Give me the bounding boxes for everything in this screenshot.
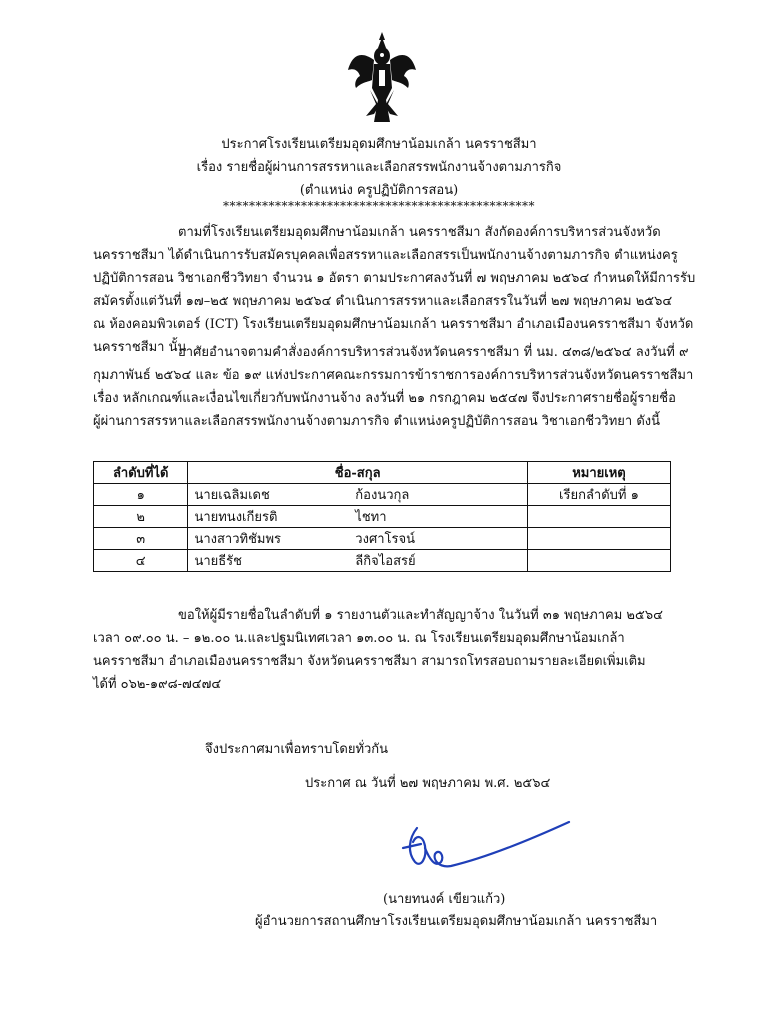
table-row: [94, 528, 671, 550]
header-note: หมายเหตุ: [527, 462, 670, 484]
table-row: [94, 484, 671, 506]
cell-last-name: ลีกิจไอสรย์: [349, 550, 527, 572]
announcement-title: ประกาศโรงเรียนเตรียมอุดมศึกษาน้อมเกล้า นครราชสีมา: [221, 137, 537, 152]
paragraph-instructions: [93, 604, 671, 696]
signer-title: ผู้อำนวยการสถานศึกษาโรงเรียนเตรียมอุดมศึกษาน้อมเกล้า นครราชสีมา: [255, 914, 658, 929]
cell-note: [527, 506, 670, 528]
paragraph-line: นครราชสีมา นั้น: [93, 340, 187, 355]
paragraph-line: เรื่อง หลักเกณฑ์และเงื่อนไขเกี่ยวกับพนักงานจ้าง ลงวันที่ ๒๑ กรกฎาคม ๒๕๔๗ จึงประกาศรายชื่อผู้รายชื่อ: [93, 391, 676, 406]
paragraph-background: [93, 221, 696, 359]
header-rank: ลำดับที่ได้: [94, 462, 188, 484]
paragraph-line: สมัครตั้งแต่วันที่ ๑๗–๒๕ พฤษภาคม ๒๕๖๔ ดำเนินการสรรหาและเลือกสรรในวันที่ ๒๗ พฤษภาคม ๒๕๖๔: [93, 294, 673, 309]
cell-note: [527, 550, 670, 572]
cell-first-name: นายธีรัช: [188, 550, 349, 572]
paragraph-line: ได้ที่ ๐๖๒-๑๙๘-๗๔๗๔: [93, 677, 222, 692]
separator-line: ************************************************: [223, 199, 535, 213]
paragraph-line: อาศัยอำนาจตามคำสั่งองค์การบริหารส่วนจังหวัดนครราชสีมา ที่ นม. ๔๓๘/๒๕๖๔ ลงวันที่ ๙: [178, 345, 689, 360]
header-name: ชื่อ-สกุล: [188, 462, 527, 484]
table-row: [94, 506, 671, 528]
signer-name: (นายทนงค์ เขียวแก้ว): [383, 892, 506, 907]
paragraph-line: กุมภาพันธ์ ๒๕๖๔ และ ข้อ ๑๙ แห่งประกาศคณะกรรมการข้าราชการองค์การบริหารส่วนจังหวัดนครราชสีมา: [93, 368, 694, 383]
cell-rank: ๔: [94, 550, 188, 572]
paragraph-line: ณ ห้องคอมพิวเตอร์ (ICT) โรงเรียนเตรียมอุดมศึกษาน้อมเกล้า นครราชสีมา อำเภอเมืองนครราชสีมา จังหวัด: [93, 317, 694, 332]
cell-last-name: วงศาโรจน์: [349, 528, 527, 550]
cell-last-name: ก้องนวกุล: [349, 484, 527, 506]
table-header-row: [94, 462, 671, 484]
paragraph-line: ขอให้ผู้มีรายชื่อในลำดับที่ ๑ รายงานตัวและทำสัญญาจ้าง ในวันที่ ๓๑ พฤษภาคม ๒๕๖๔: [178, 608, 663, 623]
cell-rank: ๑: [94, 484, 188, 506]
paragraph-line: นครราชสีมา อำเภอเมืองนครราชสีมา จังหวัดนครราชสีมา สามารถโทรสอบถามรายละเอียดเพิ่มเติม: [93, 654, 646, 669]
cell-note: เรียกลำดับที่ ๑: [527, 484, 670, 506]
handwritten-signature: [395, 818, 575, 878]
paragraph-line: ตามที่โรงเรียนเตรียมอุดมศึกษาน้อมเกล้า นครราชสีมา สังกัดองค์การบริหารส่วนจังหวัด: [178, 225, 661, 240]
cell-rank: ๒: [94, 506, 188, 528]
cell-last-name: ไชทา: [349, 506, 527, 528]
announcement-position: (ตำแหน่ง ครูปฏิบัติการสอน): [299, 183, 459, 198]
paragraph-line: ผู้ผ่านการสรรหาและเลือกสรรพนักงานจ้างตามภารกิจ ตำแหน่งครูปฏิบัติการสอน วิชาเอกชีววิทยา ดังนี้: [93, 414, 661, 429]
cell-first-name: นายเฉลิมเดช: [188, 484, 349, 506]
cell-first-name: นางสาวทิชัมพร: [188, 528, 349, 550]
paragraph-line: เวลา ๐๙.๐๐ น. – ๑๒.๐๐ น.และปฐมนิเทศเวลา ๑๓.๐๐ น. ณ โรงเรียนเตรียมอุดมศึกษาน้อมเกล้า: [93, 631, 625, 646]
candidates-table: [93, 461, 671, 572]
cell-rank: ๓: [94, 528, 188, 550]
announcement-subject: เรื่อง รายชื่อผู้ผ่านการสรรหาและเลือกสรรพนักงานจ้างตามภารกิจ: [196, 160, 562, 175]
table-row: [94, 550, 671, 572]
cell-first-name: นายทนงเกียรติ: [188, 506, 349, 528]
closing-statement: จึงประกาศมาเพื่อทราบโดยทั่วกัน: [205, 742, 389, 757]
garuda-emblem: [346, 30, 418, 124]
cell-note: [527, 528, 670, 550]
paragraph-authority: [93, 341, 694, 433]
paragraph-line: นครราชสีมา ได้ดำเนินการรับสมัครบุคคลเพื่อสรรหาและเลือกสรรเป็นพนักงานจ้างตามภารกิจ ตำแหน่งครู: [93, 248, 678, 263]
paragraph-line: ปฏิบัติการสอน วิชาเอกชีววิทยา จำนวน ๑ อัตรา ตามประกาศลงวันที่ ๗ พฤษภาคม ๒๕๖๔ กำหนดให้มีการรับ: [93, 271, 696, 286]
announcement-date: ประกาศ ณ วันที่ ๒๗ พฤษภาคม พ.ศ. ๒๕๖๔: [305, 776, 551, 791]
